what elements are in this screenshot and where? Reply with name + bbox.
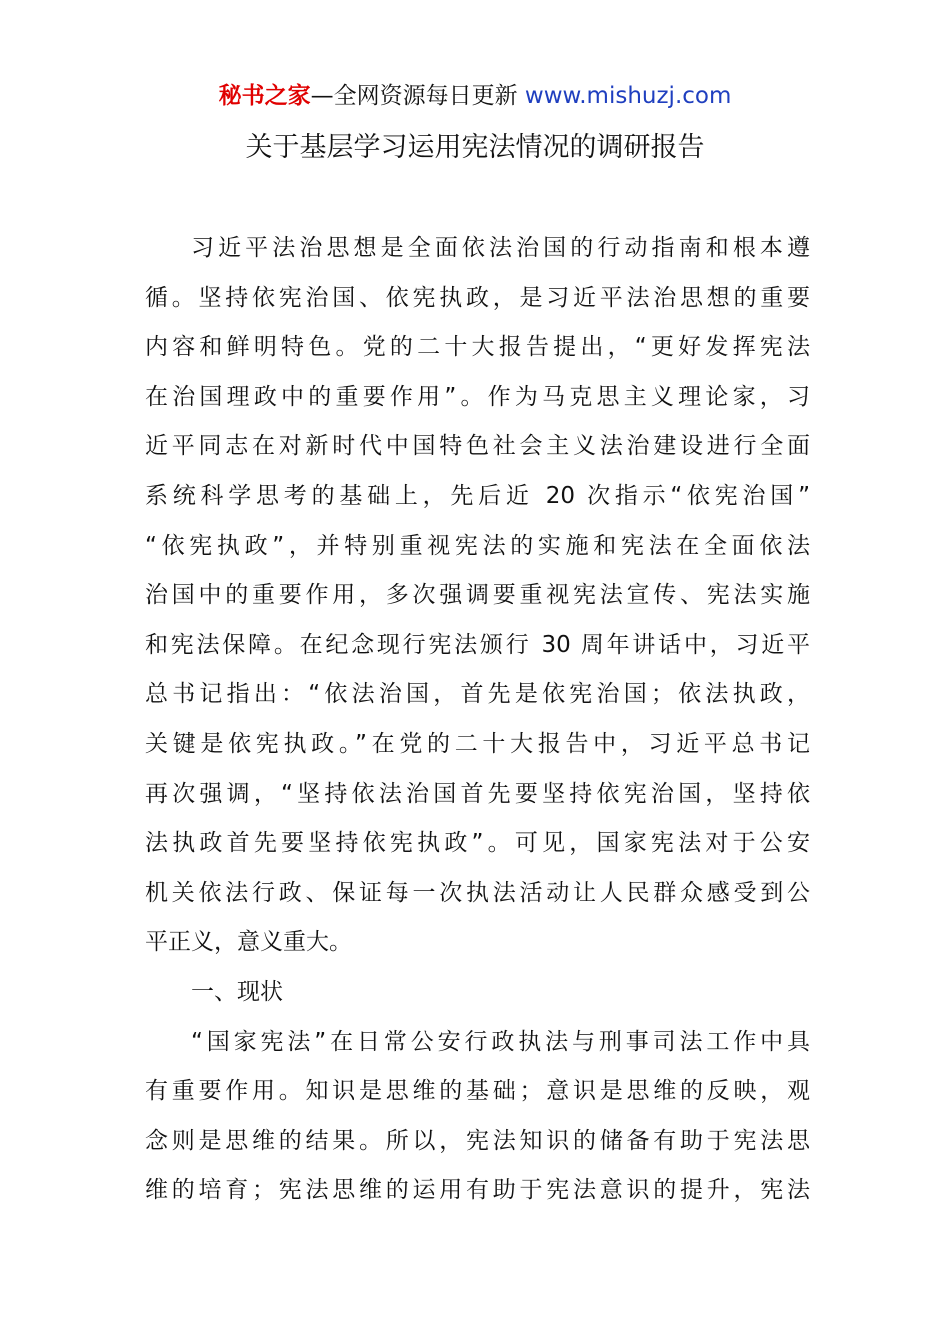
paragraph-line: 有重要作用。知识是思维的基础；意识是思维的反映，观 — [145, 1078, 810, 1105]
paragraph-line: “国家宪法”在日常公安行政执法与刑事司法工作中具 — [191, 1028, 810, 1055]
paragraph-line: 平正义，意义重大。 — [145, 929, 352, 956]
paragraph-line: 治国中的重要作用，多次强调要重视宪法宣传、宪法实施 — [145, 582, 810, 609]
paragraph-line: 法执政首先要坚持依宪执政”。可见，国家宪法对于公安 — [145, 830, 810, 857]
paragraph-line: 习近平法治思想是全面依法治国的行动指南和根本遵 — [191, 235, 810, 261]
site-brand: 秘书之家 — [218, 83, 311, 109]
paragraph-line: “依宪执政”，并特别重视宪法的实施和宪法在全面依法 — [145, 532, 810, 559]
paragraph-line: 内容和鲜明特色。党的二十大报告提出，“更好发挥宪法 — [145, 334, 810, 361]
paragraph-line: 维的培育；宪法思维的运用有助于宪法意识的提升，宪法 — [145, 1177, 810, 1204]
paragraph-line: 机关依法行政、保证每一次执法活动让人民群众感受到公 — [145, 879, 810, 906]
document-body — [145, 224, 810, 1216]
site-tagline: —全网资源每日更新 — [310, 83, 525, 109]
document-title: 关于基层学习运用宪法情况的调研报告 — [245, 132, 705, 163]
paragraph-line: 系统科学思考的基础上，先后近 20 次指示“依宪治国” — [145, 482, 810, 509]
paragraph-line: 和宪法保障。在纪念现行宪法颁行 30 周年讲话中，习近平 — [145, 631, 810, 658]
paragraph-line: 关键是依宪执政。”在党的二十大报告中，习近平总书记 — [145, 730, 810, 757]
paragraph-line: 循。坚持依宪治国、依宪执政，是习近平法治思想的重要 — [145, 284, 810, 311]
paragraph-line: 念则是思维的结果。所以，宪法知识的储备有助于宪法思 — [145, 1127, 810, 1154]
paragraph-line: 在治国理政中的重要作用”。作为马克思主义理论家，习 — [145, 383, 810, 410]
paragraph-line: 再次强调，“坚持依法治国首先要坚持依宪治国，坚持依 — [145, 780, 810, 807]
paragraph-line: 近平同志在对新时代中国特色社会主义法治建设进行全面 — [145, 433, 810, 460]
paragraph-line: 总书记指出：“依法治国，首先是依宪治国；依法执政， — [145, 681, 810, 708]
section-heading: 一、现状 — [191, 978, 283, 1005]
site-url-link[interactable]: www.mishuzj.com — [524, 83, 732, 109]
site-header — [0, 80, 950, 112]
